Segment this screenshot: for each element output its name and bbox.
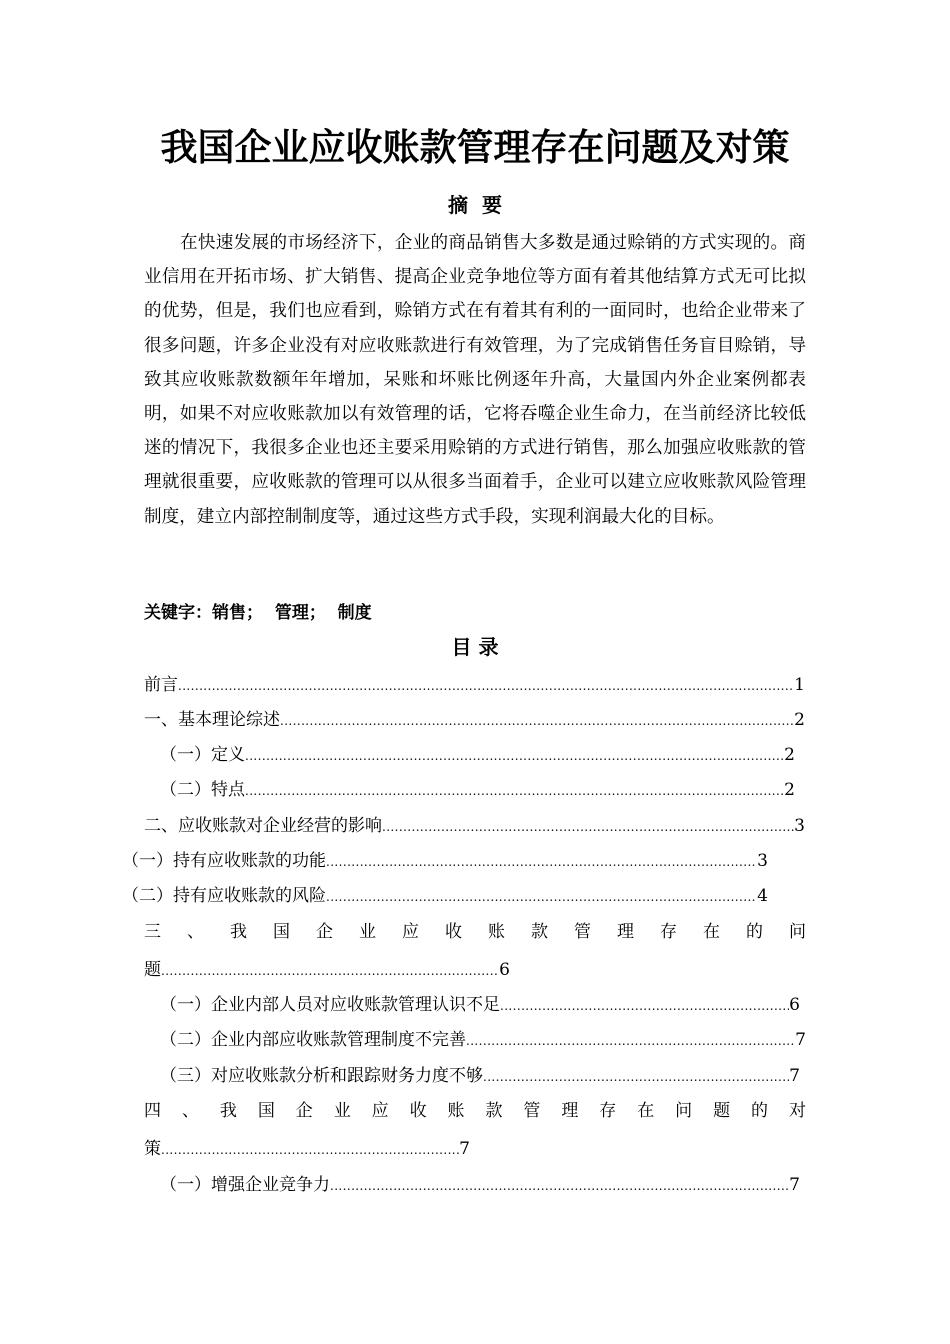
toc-spread-char: 收 bbox=[409, 1101, 427, 1121]
toc-spread-char: 国 bbox=[273, 922, 290, 942]
toc-leader-dots bbox=[161, 956, 499, 986]
toc-spread-char: 我 bbox=[230, 922, 247, 942]
toc-entry-label: （二）特点 bbox=[160, 780, 245, 800]
toc-entry-label: 前言 bbox=[144, 675, 178, 695]
toc-leader-dots bbox=[466, 1026, 795, 1056]
toc-leader-dots bbox=[483, 1062, 789, 1092]
toc-spread-char: 存 bbox=[660, 922, 677, 942]
toc-page-number: 7 bbox=[789, 1175, 800, 1195]
toc-spread-char: 理 bbox=[617, 922, 634, 942]
toc-spread-char: 三 bbox=[144, 922, 161, 942]
toc-leader-dots bbox=[326, 882, 757, 912]
toc-leader-dots bbox=[280, 706, 794, 736]
toc-entry-label: 题 bbox=[144, 960, 161, 980]
toc-entry-label: （一）企业内部人员对应收账款管理认识不足 bbox=[160, 995, 500, 1015]
toc-entry-label: 一、基本理论综述 bbox=[144, 710, 280, 730]
toc-entry-section-2[interactable] bbox=[144, 811, 805, 842]
toc-spread-char: 、 bbox=[181, 1101, 199, 1121]
toc-leader-dots bbox=[330, 1171, 789, 1201]
toc-spread-char: 应 bbox=[371, 1101, 389, 1121]
toc-page-number: 2 bbox=[794, 710, 805, 730]
toc-leader-dots bbox=[326, 847, 757, 877]
toc-leader-dots bbox=[245, 776, 784, 806]
toc-entry-section-3-heading[interactable] bbox=[144, 917, 806, 947]
toc-entry-label: 二、应收账款对企业经营的影响 bbox=[144, 816, 382, 836]
toc-entry-section-3-2[interactable] bbox=[160, 1025, 806, 1056]
toc-spread-char: 国 bbox=[257, 1101, 275, 1121]
toc-entry-section-2-2[interactable] bbox=[122, 881, 768, 912]
toc-entry-label: （一）持有应收账款的功能 bbox=[122, 851, 326, 871]
toc-entry-label: 策 bbox=[144, 1139, 161, 1159]
toc-spread-char: 问 bbox=[789, 922, 806, 942]
toc-spread-char: 题 bbox=[713, 1101, 731, 1121]
toc-spread-char: 收 bbox=[445, 922, 462, 942]
toc-spread-char: 的 bbox=[751, 1101, 768, 1121]
toc-page-number: 4 bbox=[757, 886, 768, 906]
toc-entry-section-1-2[interactable] bbox=[160, 775, 795, 806]
toc-spread-char: 、 bbox=[187, 922, 204, 942]
toc-spread-char: 业 bbox=[359, 922, 376, 942]
toc-spread-char: 在 bbox=[637, 1101, 655, 1121]
toc-page-number: 6 bbox=[789, 995, 800, 1015]
toc-spread-char: 在 bbox=[703, 922, 720, 942]
toc-spread-char: 账 bbox=[447, 1101, 465, 1121]
toc-spread-char: 对 bbox=[788, 1101, 806, 1121]
toc-entry-preface[interactable] bbox=[144, 670, 805, 701]
toc-spread-char: 存 bbox=[599, 1101, 617, 1121]
document-title: 我国企业应收账款管理存在问题及对策 bbox=[160, 125, 790, 169]
toc-entry-label: （一）定义 bbox=[160, 745, 245, 765]
abstract-body: 在快速发展的市场经济下，企业的商品销售大多数是通过赊销的方式实现的。商业信用在开拓市场、扩大销售、提高企业竞争地位等方面有着其他结算方式无可比拟的优势，但是，我们也应看到，赊销方式在有着其有利的一面同时，也给企业带来了很多问题，许多企业没有对应收账款进行有效管理，为了完成销售任务盲目赊销，导致其应收账款数额年年增加，呆账和坏账比例逐年升高，大量国内外企业案例都表明，如果不对应收账款加以有效管理的话，它将吞噬企业生命力，在当前经济比较低迷的情况下，我很多企业也还主要采用赊销的方式进行销售，那么加强应收账款的管理就很重要，应收账款的管理可以从很多当面着手，企业可以建立应收账款风险管理制度，建立内部控制制度等，通过这些方式手段，实现利润最大化的目标。 bbox=[144, 233, 806, 527]
toc-leader-dots bbox=[178, 671, 794, 701]
toc-spread-char: 的 bbox=[746, 922, 763, 942]
abstract-heading: 摘 要 bbox=[448, 193, 502, 217]
toc-spread-char: 应 bbox=[402, 922, 419, 942]
toc-entry-section-1-1[interactable] bbox=[160, 740, 795, 771]
toc-spread-char: 企 bbox=[295, 1101, 313, 1121]
toc-page-number: 1 bbox=[794, 675, 805, 695]
toc-leader-dots bbox=[382, 812, 794, 842]
toc-page-number: 3 bbox=[794, 816, 805, 836]
toc-spread-char: 款 bbox=[485, 1101, 503, 1121]
toc-entry-section-4-heading[interactable] bbox=[144, 1096, 806, 1126]
toc-leader-dots bbox=[161, 1135, 459, 1165]
toc-spread-char: 企 bbox=[316, 922, 333, 942]
toc-page-number: 2 bbox=[784, 780, 795, 800]
toc-entry-section-4[interactable] bbox=[144, 1134, 470, 1165]
toc-spread-char: 问 bbox=[675, 1101, 693, 1121]
toc-spread-char: 款 bbox=[531, 922, 548, 942]
toc-spread-char: 管 bbox=[574, 922, 591, 942]
toc-page-number: 7 bbox=[795, 1030, 806, 1050]
keywords-line: 关键字：销售； 管理； 制度 bbox=[144, 603, 372, 623]
toc-page-number: 3 bbox=[757, 851, 768, 871]
toc-entry-section-3-1[interactable] bbox=[160, 990, 800, 1021]
toc-spread-char: 管 bbox=[523, 1101, 541, 1121]
toc-entry-label: （二）企业内部应收账款管理制度不完善 bbox=[160, 1030, 466, 1050]
toc-entry-section-2-1[interactable] bbox=[122, 846, 768, 877]
toc-spread-char: 四 bbox=[144, 1101, 161, 1121]
toc-heading: 目 录 bbox=[451, 635, 499, 659]
toc-entry-label: （一）增强企业竞争力 bbox=[160, 1175, 330, 1195]
toc-leader-dots bbox=[245, 741, 784, 771]
toc-page-number: 7 bbox=[459, 1139, 470, 1159]
toc-entry-section-3[interactable] bbox=[144, 955, 510, 986]
toc-spread-char: 业 bbox=[333, 1101, 351, 1121]
toc-spread-char: 我 bbox=[219, 1101, 237, 1121]
toc-page-number: 6 bbox=[499, 960, 510, 980]
toc-entry-label: （二）持有应收账款的风险 bbox=[122, 886, 326, 906]
toc-spread-char: 理 bbox=[561, 1101, 579, 1121]
toc-spread-char: 账 bbox=[488, 922, 505, 942]
toc-page-number: 2 bbox=[784, 745, 795, 765]
toc-leader-dots bbox=[500, 991, 789, 1021]
toc-entry-label: （三）对应收账款分析和跟踪财务力度不够 bbox=[160, 1066, 483, 1086]
toc-entry-section-4-1[interactable] bbox=[160, 1170, 800, 1201]
toc-entry-section-1[interactable] bbox=[144, 705, 805, 736]
toc-entry-section-3-3[interactable] bbox=[160, 1061, 800, 1092]
toc-page-number: 7 bbox=[789, 1066, 800, 1086]
